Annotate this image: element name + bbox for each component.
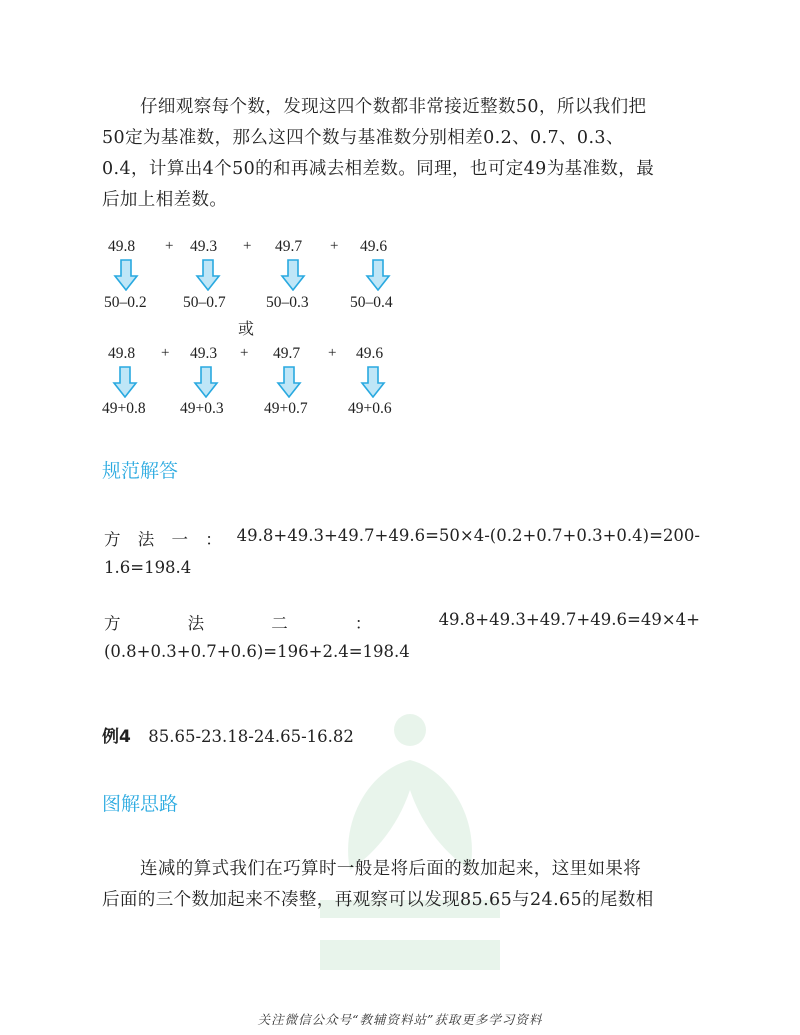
plus-sign: + — [330, 238, 339, 254]
diagram-number: 49.7 — [273, 345, 301, 362]
example-expression: 85.65-23.18-24.65-16.82 — [148, 727, 354, 746]
paragraph-line: 后加上相差数。 — [102, 190, 228, 210]
down-arrow-icon — [276, 366, 302, 398]
diagram-result: 49+0.3 — [180, 400, 224, 417]
plus-sign: + — [243, 238, 252, 254]
paragraph-line: 仔细观察每个数，发现这四个数都非常接近整数50，所以我们把 — [140, 97, 647, 117]
method-two-continuation: (0.8+0.3+0.7+0.6)=196+2.4=198.4 — [104, 642, 410, 661]
section-heading-solution: 规范解答 — [102, 460, 179, 482]
method-two-label-char: 方 — [104, 614, 121, 633]
diagram-number: 49.6 — [356, 345, 384, 362]
paragraph-line: 后面的三个数加起来不凑整，再观察可以发现85.65与24.65的尾数相 — [102, 890, 654, 910]
down-arrow-icon — [365, 259, 391, 291]
method-two-label-char: ： — [354, 614, 372, 633]
diagram-result: 49+0.6 — [348, 400, 392, 417]
method-one-line — [104, 526, 700, 550]
method-two-label-char: 法 — [187, 614, 205, 633]
plus-sign: + — [328, 345, 337, 361]
method-one-continuation: 1.6=198.4 — [104, 558, 192, 577]
diagram-number: 49.6 — [360, 238, 388, 255]
or-label: 或 — [238, 319, 255, 338]
plus-sign: + — [240, 345, 249, 361]
method-one-expression: 49.8+49.3+49.7+49.6=50×4-(0.2+0.7+0.3+0.4)=200- — [236, 526, 700, 545]
diagram-number: 49.3 — [190, 345, 218, 362]
diagram-number: 49.8 — [108, 238, 136, 255]
diagram-result: 50–0.3 — [266, 294, 309, 311]
diagram-result: 50–0.2 — [104, 294, 147, 311]
intro-paragraph — [102, 92, 702, 216]
down-arrow-icon — [113, 259, 139, 291]
diagram-number: 49.3 — [190, 238, 218, 255]
down-arrow-icon — [360, 366, 386, 398]
diagram-number: 49.7 — [275, 238, 303, 255]
method-two-label-char: 二 — [271, 614, 288, 633]
down-arrow-icon — [193, 366, 219, 398]
section-heading-diagram-idea: 图解思路 — [102, 793, 179, 815]
down-arrow-icon — [280, 259, 306, 291]
method-two-line — [104, 610, 700, 634]
paragraph-line: 连减的算式我们在巧算时一般是将后面的数加起来，这里如果将 — [140, 859, 642, 879]
diagram-result: 49+0.8 — [102, 400, 146, 417]
down-arrow-icon — [195, 259, 221, 291]
diagram-result: 50–0.7 — [183, 294, 226, 311]
method-one-label: 方 法 一 ： — [104, 530, 228, 549]
example-four — [102, 722, 354, 747]
method-two-expression: 49.8+49.3+49.7+49.6=49×4+ — [438, 610, 700, 629]
diagram-result: 50–0.4 — [350, 294, 393, 311]
paragraph-line: 0.4，计算出4个50的和再减去相差数。同理，也可定49为基准数，最 — [102, 159, 655, 179]
plus-sign: + — [165, 238, 174, 254]
page-footer: 关注微信公众号“教辅资料站”获取更多学习资料 — [257, 1012, 543, 1027]
diagram-number: 49.8 — [108, 345, 136, 362]
explanation-paragraph — [102, 854, 702, 916]
example-label: 例4 — [102, 727, 131, 747]
down-arrow-icon — [112, 366, 138, 398]
paragraph-line: 50定为基准数，那么这四个数与基准数分别相差0.2、0.7、0.3、 — [102, 128, 624, 148]
diagram-result: 49+0.7 — [264, 400, 308, 417]
plus-sign: + — [161, 345, 170, 361]
